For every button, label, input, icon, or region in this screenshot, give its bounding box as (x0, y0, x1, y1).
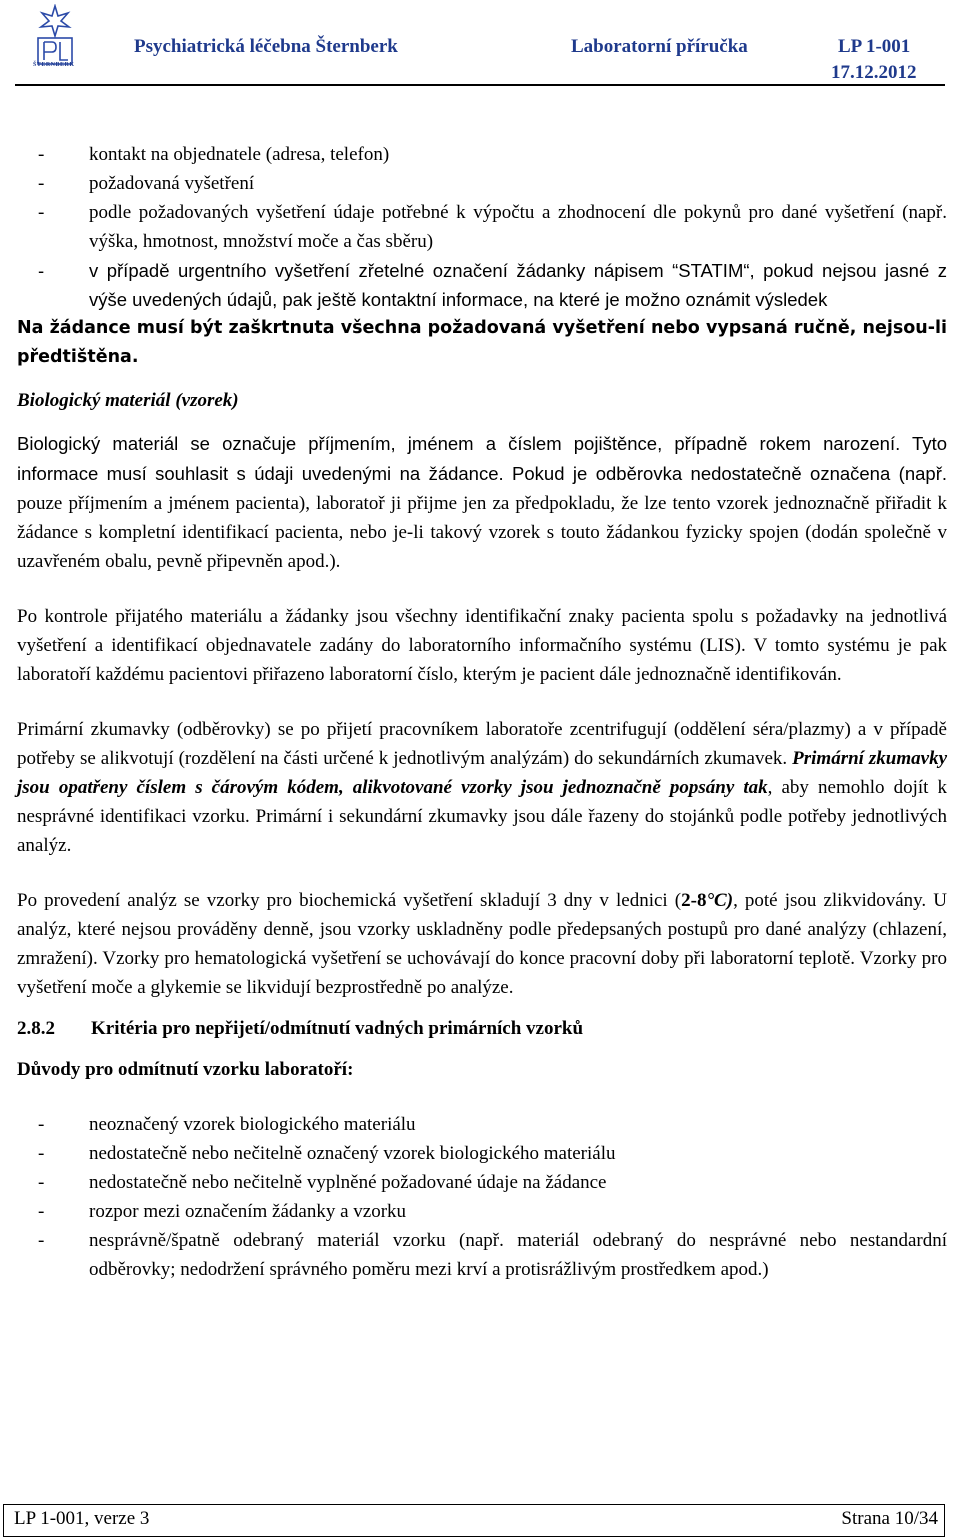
list-item: - požadovaná vyšetření (17, 169, 947, 198)
spacer (17, 689, 947, 715)
list-item: - rozpor mezi označením žádanky a vzorku (17, 1197, 947, 1226)
header-doc-title: Laboratorní příručka (571, 36, 748, 57)
lis-paragraph: Po kontrole přijatého materiálu a žádanky jsou všechny identifikační znaky pacienta spolu s požadavky na jednotlivá vyšetření a identifikací objednavatele zadány do laboratorního informačního systému (LIS). V tomto systému je pak laboratoří každému pacientovi přiřazeno laboratorní číslo, kterým je pacient dále jednoznačně identifikován. (17, 606, 947, 685)
tubes-emphasis: Primární zkumavky jsou opatřeny číslem s čárovým kódem, alikvotované vzorky jsou jednoznačně popsány tak (17, 748, 948, 798)
reasons-heading: Důvody pro odmítnutí vzorku laboratoří: (17, 1059, 354, 1080)
page-content (17, 140, 947, 1284)
footer-version: LP 1-001, verze 3 (14, 1508, 150, 1529)
spacer (17, 1084, 947, 1110)
list-item: - nedostatečně nebo nečitelně označený vzorek biologického materiálu (17, 1139, 947, 1168)
header-divider (15, 84, 945, 86)
storage-temp-unit: °C) (706, 890, 734, 911)
logo-caption: ŠTERNBERK (33, 62, 75, 68)
section-heading (17, 1014, 947, 1043)
storage-paragraph (17, 886, 947, 1002)
list-item: - v případě urgentního vyšetření zřetelné označení žádanky nápisem “STATIM“, pokud nejsou jasné z výše uvedených údajů, pak ještě kontaktní informace, na které je možno oznámit výsledek (17, 256, 947, 314)
storage-text-end: , poté jsou zlikvidovány. U analýz, které nejsou prováděny denně, jsou vzorky uskladněny podle předepsaných postupů pro dané analýzy (chlazení, zmražení). Vzorky pro hematologická vyšetření se uchovávají do konce pracovní doby při laboratorní teplotě. Vzorky pro vyšetření moče a glykemie se likvidují bezprostředně po analýze. (17, 890, 947, 998)
section-title: Kritéria pro nepřijetí/odmítnutí vadných primárních vzorků (91, 1018, 584, 1039)
rejection-reasons-list (17, 1110, 947, 1284)
spacer (17, 860, 947, 886)
footer-page-number: Strana 10/34 (841, 1508, 938, 1529)
tubes-text-end: , aby nemohlo dojít k nesprávné identifikaci vzorku. Primární i sekundární zkumavky jsou dále řazeny do stojánků podle potřeby jednotlivých analýz. (17, 777, 948, 856)
list-item: - nedostatečně nebo nečitelně vyplněné požadované údaje na žádance (17, 1168, 947, 1197)
list-item: - kontakt na objednatele (adresa, telefon) (17, 140, 947, 169)
bio-text-serif: pouze příjmením a jménem pacienta), laboratoř ji přijme jen za předpokladu, že lze tento vzorek jednoznačně přiřadit k žádance s kompletní identifikací pacienta, nebo je-li takový vzorek s touto žádankou fyzicky spojen (dodán společně v uzavřeném obalu, pevně připevněn apod.). (17, 493, 947, 572)
bio-material-paragraph (17, 429, 947, 576)
storage-temp: 2-8 (681, 890, 707, 911)
page-footer (3, 1504, 945, 1537)
tubes-paragraph (17, 715, 947, 860)
header-date: 17.12.2012 (831, 62, 917, 83)
bio-material-heading: Biologický materiál (vzorek) (17, 390, 239, 411)
bio-text-sans: Biologický materiál se označuje příjmením, jménem a číslem pojištěnce, případně rokem narození. Tyto informace musí souhlasit s údaji uvedenými na žádance. Pokud je odběrovka nedostatečně označena (např. (17, 433, 947, 484)
requisition-note: Na žádance musí být zaškrtnuta všechna požadovaná vyšetření nebo vypsaná ručně, nejsou-li předtištěna. (17, 318, 947, 367)
requirements-list-urgent (17, 256, 947, 314)
list-item: - podle požadovaných vyšetření údaje potřebné k výpočtu a zhodnocení dle pokynů pro dané vyšetření (např. výška, hmotnost, množství moče a čas sběru) (17, 198, 947, 256)
requirements-list (17, 140, 947, 256)
spacer (17, 415, 947, 429)
list-item: - nesprávně/špatně odebraný materiál vzorku (např. materiál odebraný do nesprávné nebo nestandardní odběrovky; nedodržení správného poměru mezi krví a protisrážlivým prostředkem apod.) (17, 1226, 947, 1284)
header-doc-code: LP 1-001 (838, 36, 911, 57)
section-number: 2.8.2 (17, 1018, 55, 1039)
header-org: Psychiatrická léčebna Šternberk (134, 36, 398, 57)
page-header (0, 0, 960, 86)
storage-text: Po provedení analýz se vzorky pro biochemická vyšetření skladují 3 dny v lednici ( (17, 890, 682, 911)
tubes-text: Primární zkumavky (odběrovky) se po přijetí pracovníkem laboratoře zcentrifugují (oddělení séra/plazmy) a v případě potřeby se alikvotují (rozdělení na části určené k jednotlivým analýzám) do sekundárních zkumavek. (17, 719, 947, 769)
spacer (17, 576, 947, 602)
list-item: - neoznačený vzorek biologického materiálu (17, 1110, 947, 1139)
